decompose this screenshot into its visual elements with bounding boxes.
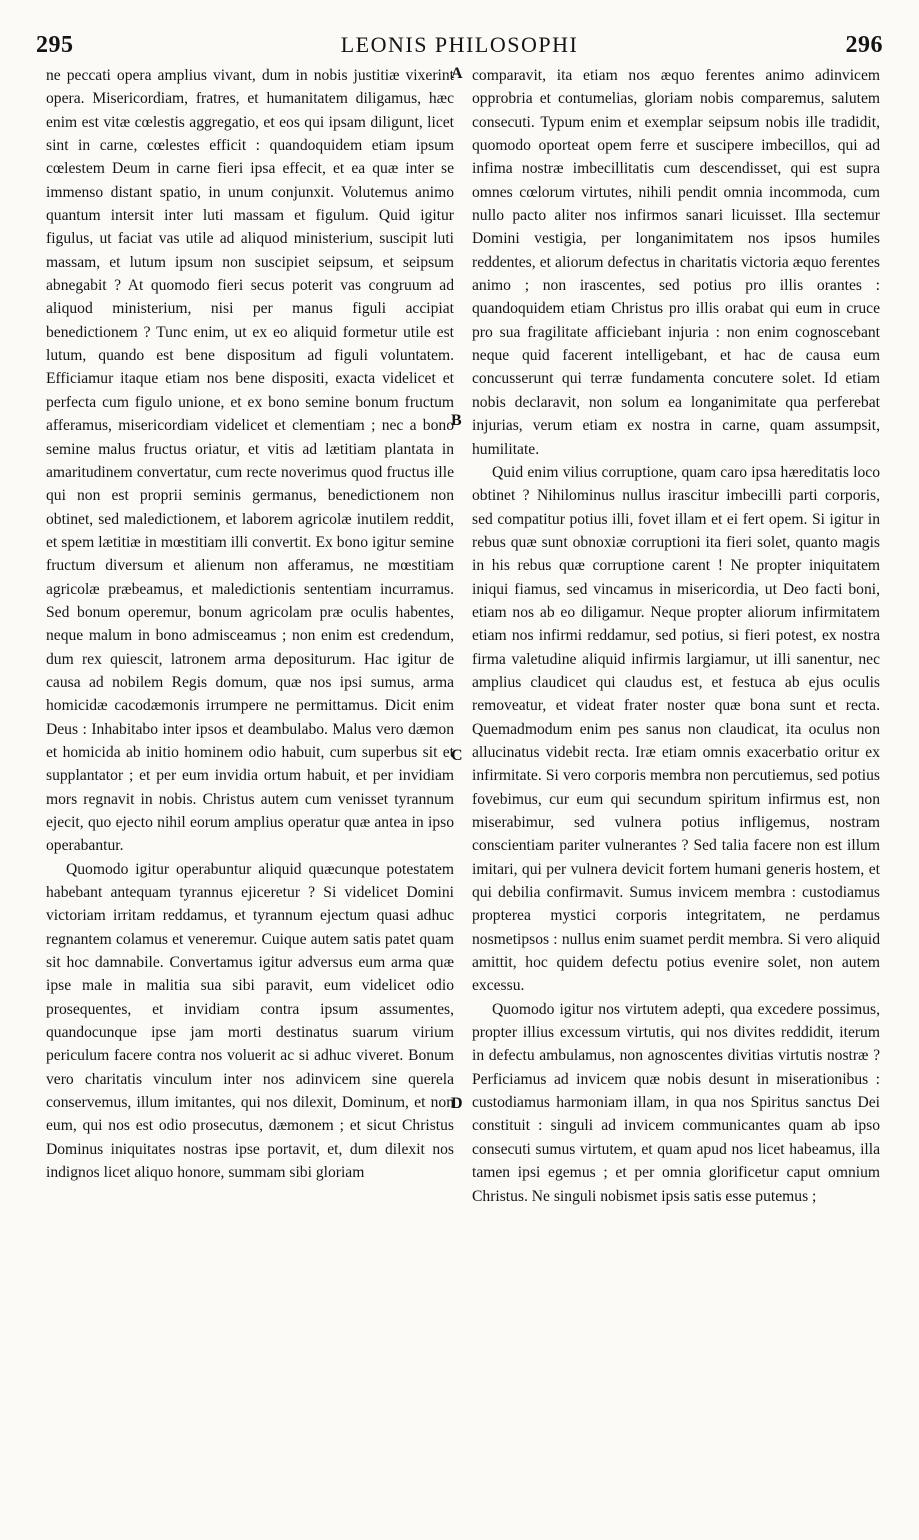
section-marker-b: B [451, 412, 462, 429]
page-header [36, 32, 883, 66]
paragraph: Quid enim vilius corruptione, quam caro ipsa hæreditatis loco obtinet ? Nihilominus nullus irascitur imbecilli parti corporis, sed compatitur potius illi, fovet illam et ei fert opem. Si igitur in rebus quæ sunt obnoxiæ corruptioni ita fieri solet, quanto magis in his rebus quæ corruptione carent ! Ne propter iniquitatem iniqui fiamus, sed vincamus in misericordia, ut Deo facti boni, etiam nos ab eo diligamur. Neque propter aliorum infirmitatem etiam nos infirmi reddamur, sed potius, si fieri potest, ex nostra firma valetudine aliquid infirmis largiamur, ut illi sanentur, nec amplius claudicet qui claudus est, et festuca ab ejus oculis removeatur, et videat frater noster quæ bona sunt et recta. Quemadmodum enim pes sanus non claudicat, ita oculus non allucinatus videbit recta. Iræ etiam omnis exacerbatio oritur ex infirmitate. Si vero corporis membra non percutiemus, sed potius fovebimus, cur eum qui secundum spiritum infirmus est, non miserabimur, sed vulnera potius infligemus, nostram conscientiam pariter vulnerantes ? Sed talia facere non est illum imitari, qui per vulnera devicit fortem humani generis hostem, et qui debilia confirmavit. Sumus invicem membra : custodiamus propterea mystici corporis integritatem, ne perdamus nosmetipsos : nullus enim suamet perdit membra. Si vero aliquid amittit, hoc quidem defectu potius evenire solet, non autem excessu. [472, 463, 880, 995]
paragraph: comparavit, ita etiam nos æquo ferentes animo adinvicem opprobria et contumelias, gloriam nobis comparemus, salutem consecuti. Typum enim et exemplar seipsum nobis ille tradidit, quomodo oporteat opem ferre et suscipere imbecillos, qui ad infima nostræ imbecillitatis cum descendisset, qui est supra omnes cœlorum virtutes, nihili pendit omnia incommoda, cum nullo pacto aliter nos infirmos sanari licuisset. Illa sectemur Domini vestigia, per longanimitatem nos ipsos humiles reddentes, et aliorum defectus in charitatis victoria æquo ferentes animo ; non irascentes, sed potius pro illis orantes : quandoquidem etiam Christus pro illis orabat qui eum in cruce pro sua fragilitate afficiebant injuria : non enim cognoscebant neque quid facerent intelligebant, et hac de causa eum concusserunt qui terræ fundamenta concutere solet. Id etiam nobis declaravit, non solum ea longanimitate qua perferebat injurias, verum etiam ex nostra in carne, quam assumpsit, humilitate. [472, 67, 880, 458]
section-marker-a: A [451, 65, 463, 82]
page-number-left: 295 [36, 32, 74, 58]
paragraph: Quomodo igitur operabuntur aliquid quæcunque potestatem habebant antequam tyrannus ejiceretur ? Si videlicet Domini victoriam irritam reddamus, et tyrannum ejectum quasi adhuc regnantem colamus et veneremur. Cuique autem satis patet quam sit hoc damnabile. Convertamus igitur adversus eum arma quæ ipse male in malitia sua sibi paravit, eum videlicet odio prosequentes, et invidiam contra ipsum assumentes, quandocunque ipse jam morti destinatus suarum virium periculum facere contra nos voluerit ac si adhuc viveret. Bonum vero charitatis vinculum inter nos adinvicem sine querela conservemus, illum imitantes, qui nos dilexit, Dominum, et non eum, qui nos est odio prosecutus, dæmonem ; et sicut Christus Dominus iniquitates nostras ipse portavit, et, dum dilexit nos indignos licet aliquo honore, summam sibi gloriam [46, 860, 454, 1182]
section-marker-d: D [451, 1095, 463, 1112]
right-column [472, 64, 880, 1208]
page-number-right: 296 [845, 32, 883, 58]
left-column [46, 64, 454, 1185]
running-title: LEONIS PHILOSOPHI [340, 32, 579, 57]
section-marker-c: C [451, 747, 463, 764]
paragraph: Quomodo igitur nos virtutem adepti, qua excedere possimus, propter illius excessum virtutis, qui nos divites reddidit, iterum in defectu ambulamus, non agnoscentes divitias virtutis nostræ ? Perficiamus ad invicem quæ nobis desunt in miserationibus : custodiamus harmoniam illam, in qua nos Spiritus sanctus Dei constituit : singuli ad invicem communicantes quam ab ipso consecuti sumus virtutem, et quam apud nos licet habeamus, illa tamen ipsi egemus ; et per omnia glorificetur caput omnium Christus. Ne singuli nobismet ipsis satis esse putemus ; [472, 1000, 880, 1205]
paragraph: ne peccati opera amplius vivant, dum in nobis justitiæ vixerint opera. Misericordiam, fratres, et humanitatem diligamus, hæc enim est vitæ cœlestis aggregatio, et eos qui ipsam diligunt, licet sint in carne, cœlestes efficit : quandoquidem etiam ipsum cœlestem Deum in carne fieri ipsa effecit, et ea quæ inter se immenso distant spatio, in unum conjunxit. Volutemus animo quantum intersit inter luti massam et figulum. Quid igitur figulus, ut faciat vas utile ad aliquod ministerium, suscipit luti massam, et lutum ipsum non suscipiet seipsum, et seipsum abnegabit ? At quomodo fieri secus poterit vas congruum ad aliquod ministerium, nisi per manus figuli accipiat benedictionem ? Tunc enim, ut ex eo aliquid formetur utile est lutum, quando est bene dispositum ad figuli voluntatem. Efficiamur itaque etiam nos bene dispositi, exacta videlicet et perfecta cum figulo unione, et ex bono semine bonum fructum afferamus, misericordiam videlicet et clementiam ; nec a bono semine malus fructus oriatur, et vitis ad lætitiam plantata in amaritudinem convertatur, cum recte noverimus quod fructus ille qui non est proprii seminis germanus, benedictionem non obtinet, sed maledictionem, et laborem agricolæ inutilem reddit, et spem lætitiæ in mœstitiam illi convertit. Ex bono igitur semine fructum diversum et alienum non afferamus, ne mœstitiam agricolæ præbeamus, et maledictionis sententiam incurramus. Sed bonum operemur, bonum agricolam præ oculis habentes, neque malum in bono admisceamus ; non enim est credendum, dum rex quiescit, latronem arma depositurum. Hac igitur de causa ad nobilem Regis domum, quæ nos ipsi sumus, arma homicidæ cacodæmonis irrumpere ne permittamus. Dicit enim Deus : Inhabitabo inter ipsos et deambulabo. Malus vero dæmon et homicida ab initio hominem odio habuit, cum superbus sit et supplantator ; et per eum invidia ortum habuit, et per invidiam mors regnavit in nobis. Christus autem cum venisset tyrannum ejecit, quo ejecto nihil eorum amplius operatur quæ antea in ipso operabantur. [46, 67, 454, 855]
